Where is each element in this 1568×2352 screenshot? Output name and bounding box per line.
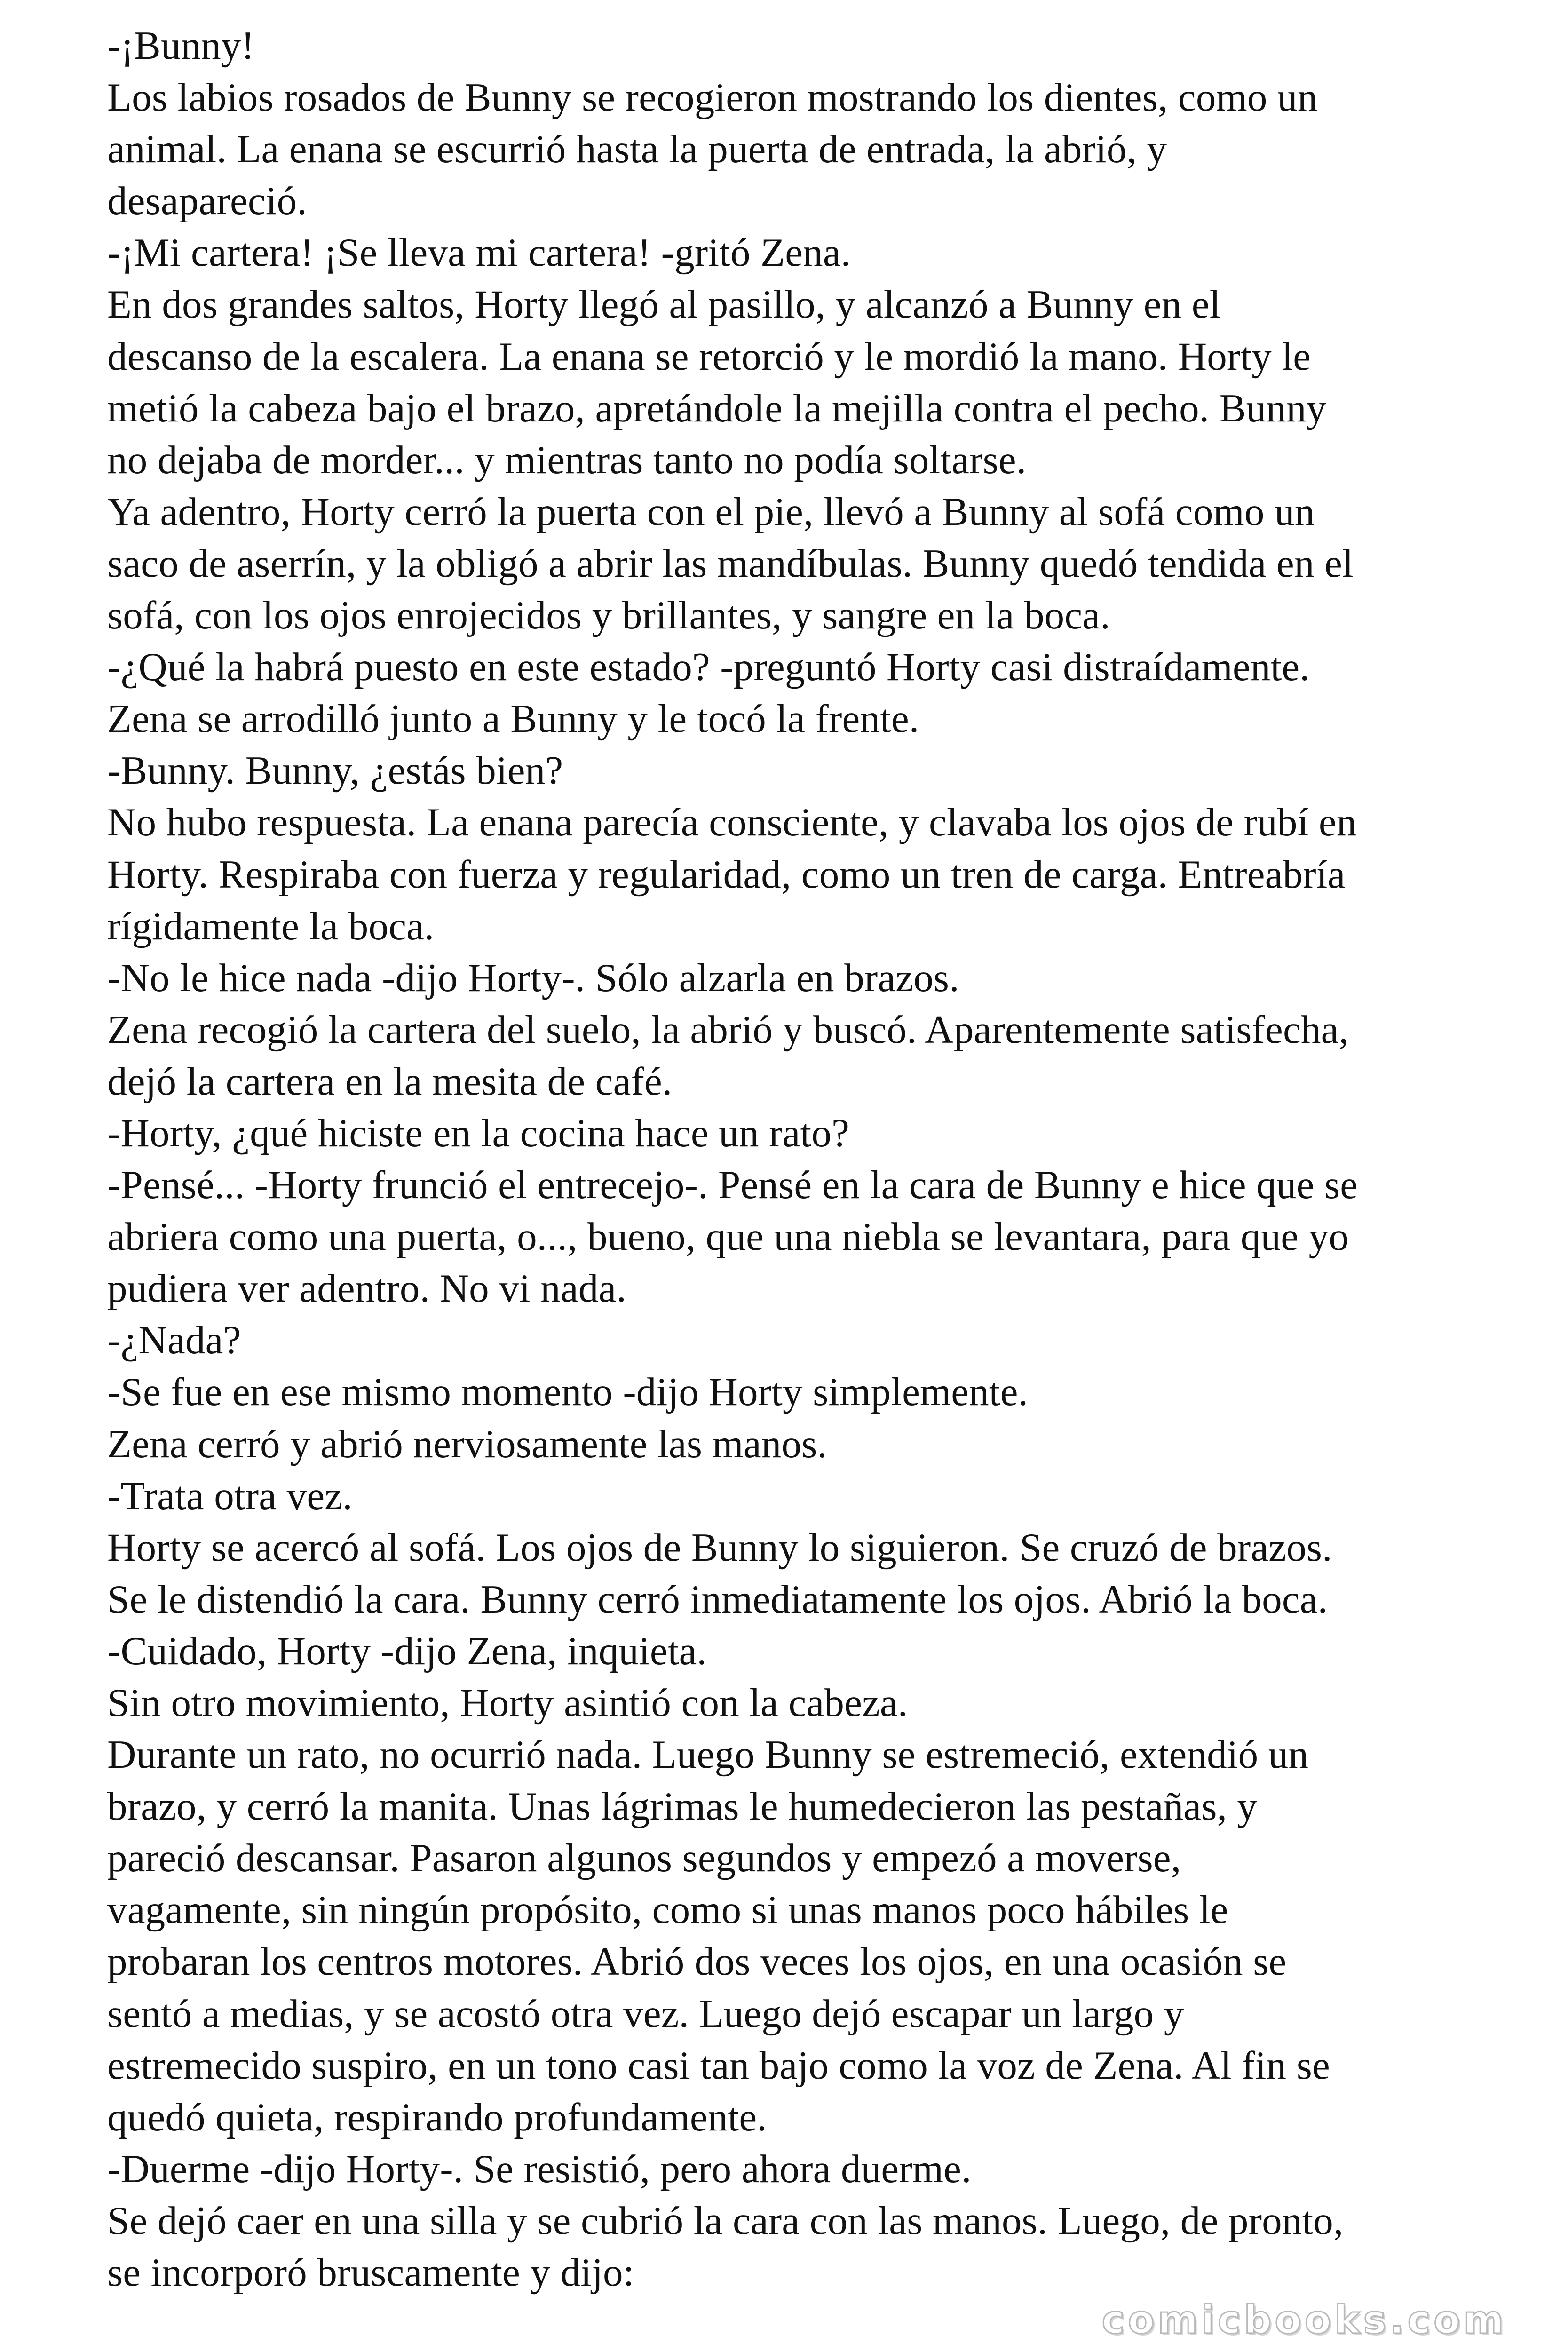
text-line: dejó la cartera en la mesita de café. bbox=[107, 1059, 673, 1104]
text-line: probaran los centros motores. Abrió dos veces los ojos, en una ocasión se bbox=[107, 1939, 1287, 1984]
text-line: brazo, y cerró la manita. Unas lágrimas le humedecieron las pestañas, y bbox=[107, 1784, 1258, 1829]
text-line: Se le distendió la cara. Bunny cerró inmediatamente los ojos. Abrió la boca. bbox=[107, 1577, 1328, 1621]
text-line: Se dejó caer en una silla y se cubrió la cara con las manos. Luego, de pronto, bbox=[107, 2198, 1344, 2243]
text-line: -Se fue en ese mismo momento -dijo Horty simplemente. bbox=[107, 1370, 1029, 1414]
text-line: sofá, con los ojos enrojecidos y brillantes, y sangre en la boca. bbox=[107, 593, 1110, 638]
watermark: comicbooks.com bbox=[1101, 2298, 1507, 2343]
text-line: Los labios rosados de Bunny se recogieron mostrando los dientes, como un bbox=[107, 75, 1318, 120]
text-line: Ya adentro, Horty cerró la puerta con el pie, llevó a Bunny al sofá como un bbox=[107, 489, 1315, 534]
text-line: Horty. Respiraba con fuerza y regularidad, como un tren de carga. Entreabría bbox=[107, 852, 1346, 897]
text-line: -Trata otra vez. bbox=[107, 1473, 353, 1518]
text-line: animal. La enana se escurrió hasta la puerta de entrada, la abrió, y bbox=[107, 127, 1167, 172]
text-line: -¿Nada? bbox=[107, 1318, 241, 1363]
text-line: vagamente, sin ningún propósito, como si unas manos poco hábiles le bbox=[107, 1888, 1228, 1932]
text-line: -Bunny. Bunny, ¿estás bien? bbox=[107, 748, 563, 793]
text-line: -Duerme -dijo Horty-. Se resistió, pero ahora duerme. bbox=[107, 2146, 972, 2191]
text-line: Durante un rato, no ocurrió nada. Luego Bunny se estremeció, extendió un bbox=[107, 1732, 1309, 1777]
text-line: Sin otro movimiento, Horty asintió con la cabeza. bbox=[107, 1681, 908, 1725]
text-line: pareció descansar. Pasaron algunos segundos y empezó a moverse, bbox=[107, 1836, 1181, 1881]
text-line: -Pensé... -Horty frunció el entrecejo-. Pensé en la cara de Bunny e hice que se bbox=[107, 1163, 1358, 1208]
text-line: no dejaba de morder... y mientras tanto no podía soltarse. bbox=[107, 437, 1027, 482]
text-line: Horty se acercó al sofá. Los ojos de Bunny lo siguieron. Se cruzó de brazos. bbox=[107, 1525, 1332, 1570]
text-line: rígidamente la boca. bbox=[107, 904, 435, 948]
text-line: se incorporó bruscamente y dijo: bbox=[107, 2250, 634, 2295]
text-line: quedó quieta, respirando profundamente. bbox=[107, 2095, 767, 2139]
text-line: No hubo respuesta. La enana parecía consciente, y clavaba los ojos de rubí en bbox=[107, 800, 1357, 845]
text-line: Zena se arrodilló junto a Bunny y le tocó la frente. bbox=[107, 697, 919, 741]
text-line: Zena cerró y abrió nerviosamente las manos. bbox=[107, 1422, 827, 1466]
text-line: descanso de la escalera. La enana se retorció y le mordió la mano. Horty le bbox=[107, 334, 1311, 379]
text-line: abriera como una puerta, o..., bueno, que una niebla se levantara, para que yo bbox=[107, 1215, 1349, 1259]
text-line: -No le hice nada -dijo Horty-. Sólo alzarla en brazos. bbox=[107, 955, 959, 1000]
text-line: Zena recogió la cartera del suelo, la abrió y buscó. Aparentemente satisfecha, bbox=[107, 1007, 1349, 1052]
text-line: -Horty, ¿qué hiciste en la cocina hace un rato? bbox=[107, 1111, 849, 1155]
text-line: -¡Mi cartera! ¡Se lleva mi cartera! -gritó Zena. bbox=[107, 230, 851, 275]
text-line: -¡Bunny! bbox=[107, 24, 255, 68]
text-line: -¿Qué la habrá puesto en este estado? -preguntó Horty casi distraídamente. bbox=[107, 645, 1310, 690]
text-line: -Cuidado, Horty -dijo Zena, inquieta. bbox=[107, 1629, 707, 1673]
text-line: saco de aserrín, y la obligó a abrir las mandíbulas. Bunny quedó tendida en el bbox=[107, 541, 1354, 586]
text-line: estremecido suspiro, en un tono casi tan bajo como la voz de Zena. Al fin se bbox=[107, 2043, 1330, 2088]
text-line: pudiera ver adentro. No vi nada. bbox=[107, 1266, 626, 1311]
text-line: En dos grandes saltos, Horty llegó al pasillo, y alcanzó a Bunny en el bbox=[107, 282, 1221, 327]
text-line: metió la cabeza bajo el brazo, apretándole la mejilla contra el pecho. Bunny bbox=[107, 386, 1327, 430]
body-text bbox=[107, 20, 1499, 2298]
text-line: sentó a medias, y se acostó otra vez. Luego dejó escapar un largo y bbox=[107, 1991, 1184, 2036]
text-line: desapareció. bbox=[107, 179, 307, 223]
